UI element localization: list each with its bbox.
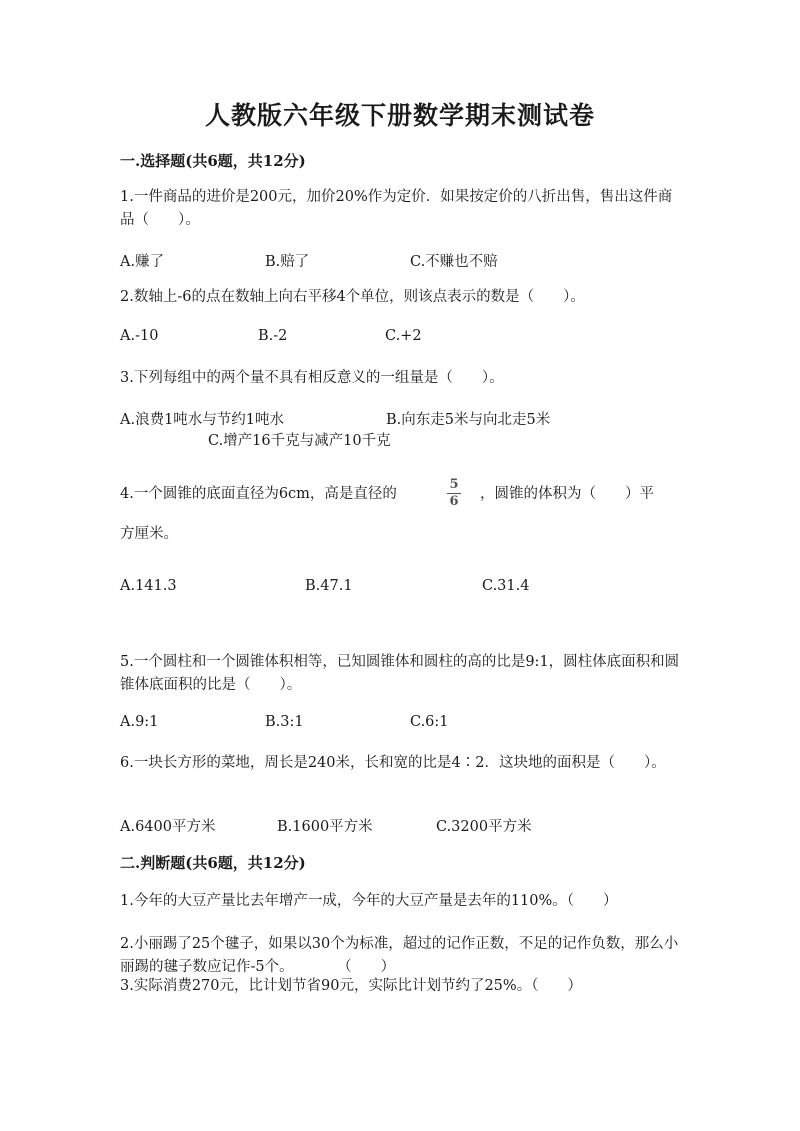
question-text-continued: ，圆锥的体积为（ ）平: [480, 486, 654, 502]
fraction-denominator: 6: [449, 494, 459, 509]
question-text: 6.一块长方形的菜地，周长是240米，长和宽的比是4∶2．这块地的面积是（ ）。: [120, 755, 666, 771]
question-text-continued: 方厘米。: [120, 526, 178, 542]
statement-text: 2.小丽踢了25个毽子，如果以30个为标准，超过的记作正数，不足的记作负数，那么小丽踢的毽子数应记作-5个。 （ ）: [120, 936, 679, 975]
option-a: A.6400平方米: [120, 819, 216, 835]
section-heading-choice: 一.选择题(共6题，共12分): [120, 152, 306, 170]
option-c: C.31.4: [482, 578, 530, 594]
option-c: C.6:1: [410, 714, 449, 730]
option-a: A.-10: [120, 328, 159, 344]
question-text: 4.一个圆锥的底面直径为6cm，高是直径的: [120, 486, 397, 502]
option-a: A.141.3: [120, 578, 177, 594]
question-text: 5.一个圆柱和一个圆锥体积相等，已知圆锥体和圆柱的高的比是9:1，圆柱体底面积和圆锥体底面积的比是（ ）。: [120, 654, 680, 693]
option-b: B.3:1: [265, 714, 304, 730]
option-c: C.增产16千克与减产10千克: [208, 433, 391, 449]
option-b: B.赔了: [265, 254, 310, 270]
option-c: C.+2: [385, 328, 422, 344]
option-b: B.1600平方米: [277, 819, 373, 835]
fraction: [445, 478, 463, 509]
option-b: B.向东走5米与向北走5米: [386, 412, 551, 428]
option-c: C.不赚也不赔: [410, 254, 498, 270]
fraction-numerator: 5: [449, 477, 459, 492]
option-b: B.47.1: [305, 578, 353, 594]
page-title: 人教版六年级下册数学期末测试卷: [204, 101, 595, 130]
statement-text: 1.今年的大豆产量比去年增产一成，今年的大豆产量是去年的110%。（ ）: [120, 893, 618, 909]
option-a: A.赚了: [120, 254, 165, 270]
option-b: B.-2: [258, 328, 288, 344]
section-heading-judgement: 二.判断题(共6题，共12分): [120, 854, 306, 872]
option-a: A.浪费1吨水与节约1吨水: [120, 412, 285, 428]
question-text: 2.数轴上-6的点在数轴上向右平移4个单位，则该点表示的数是（ ）。: [120, 289, 585, 305]
statement-text: 3.实际消费270元，比计划节省90元，实际比计划节约了25%。（ ）: [120, 978, 582, 994]
question-text: 3.下列每组中的两个量不具有相反意义的一组量是（ ）。: [120, 370, 504, 386]
option-c: C.3200平方米: [436, 819, 532, 835]
option-a: A.9:1: [120, 714, 159, 730]
question-text: 1.一件商品的进价是200元，加价20%作为定价．如果按定价的八折出售，售出这件商品（ ）。: [120, 189, 673, 228]
